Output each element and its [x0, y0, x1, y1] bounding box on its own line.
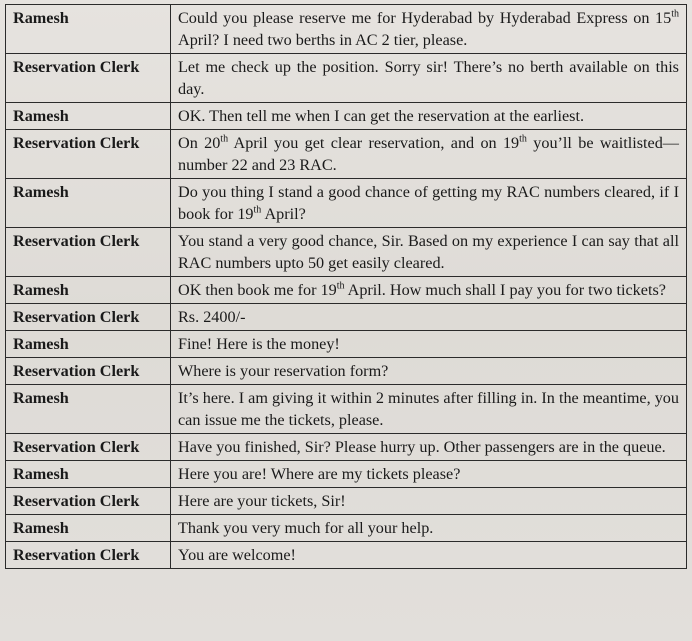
- speaker-cell: Ramesh: [6, 385, 171, 434]
- dialogue-line-cell: [171, 130, 687, 179]
- dialogue-row: [6, 515, 687, 542]
- speaker-cell: Ramesh: [6, 179, 171, 228]
- dialogue-row: [6, 304, 687, 331]
- dialogue-text: You stand a very good chance, Sir. Based on my experience I can say that all RAC numbers upto 50 get easily cleared.: [178, 232, 679, 272]
- dialogue-text: Could you please reserve me for Hyderabad by Hyderabad Express on 15: [178, 9, 672, 27]
- dialogue-line-cell: [171, 179, 687, 228]
- dialogue-text: Have you finished, Sir? Please hurry up. Other passengers are in the queue.: [178, 438, 666, 456]
- dialogue-line-cell: [171, 461, 687, 488]
- dialogue-text: Here you are! Where are my tickets please?: [178, 465, 461, 483]
- speaker-cell: Ramesh: [6, 461, 171, 488]
- dialogue-text: April? I need two berths in AC 2 tier, please.: [178, 31, 468, 49]
- dialogue-text: On 20: [178, 134, 221, 152]
- dialogue-text: Where is your reservation form?: [178, 362, 389, 380]
- dialogue-row: [6, 228, 687, 277]
- dialogue-line-cell: [171, 228, 687, 277]
- dialogue-text: April?: [261, 205, 306, 223]
- speaker-cell: Reservation Clerk: [6, 304, 171, 331]
- dialogue-text: April you get clear reservation, and on 19: [228, 134, 520, 152]
- dialogue-row: [6, 130, 687, 179]
- dialogue-row: [6, 542, 687, 569]
- dialogue-text: Rs. 2400/-: [178, 308, 246, 326]
- dialogue-line-cell: [171, 331, 687, 358]
- dialogue-line-cell: [171, 488, 687, 515]
- dialogue-row: [6, 331, 687, 358]
- dialogue-row: [6, 5, 687, 54]
- dialogue-table: [5, 4, 687, 569]
- speaker-cell: Ramesh: [6, 103, 171, 130]
- speaker-cell: Reservation Clerk: [6, 228, 171, 277]
- dialogue-line-cell: [171, 358, 687, 385]
- dialogue-text: You are welcome!: [178, 546, 296, 564]
- dialogue-line-cell: [171, 434, 687, 461]
- dialogue-line-cell: [171, 54, 687, 103]
- dialogue-text: Thank you very much for all your help.: [178, 519, 434, 537]
- speaker-cell: Ramesh: [6, 331, 171, 358]
- dialogue-text: Fine! Here is the money!: [178, 335, 340, 353]
- ordinal-suffix: th: [671, 8, 679, 20]
- dialogue-body: [6, 5, 687, 569]
- speaker-cell: Ramesh: [6, 277, 171, 304]
- speaker-cell: Reservation Clerk: [6, 130, 171, 179]
- dialogue-row: [6, 358, 687, 385]
- speaker-cell: Reservation Clerk: [6, 542, 171, 569]
- dialogue-line-cell: [171, 103, 687, 130]
- dialogue-text: OK then book me for 19: [178, 281, 337, 299]
- speaker-cell: Reservation Clerk: [6, 488, 171, 515]
- dialogue-text: It’s here. I am giving it within 2 minutes after filling in. In the meantime, you can issue me the tickets, please.: [178, 389, 679, 429]
- dialogue-row: [6, 385, 687, 434]
- speaker-cell: Ramesh: [6, 515, 171, 542]
- dialogue-row: [6, 103, 687, 130]
- dialogue-line-cell: [171, 304, 687, 331]
- speaker-cell: Reservation Clerk: [6, 54, 171, 103]
- dialogue-text: Here are your tickets, Sir!: [178, 492, 346, 510]
- dialogue-row: [6, 54, 687, 103]
- dialogue-text: OK. Then tell me when I can get the reservation at the earliest.: [178, 107, 585, 125]
- dialogue-row: [6, 488, 687, 515]
- ordinal-suffix: th: [519, 133, 527, 145]
- dialogue-row: [6, 277, 687, 304]
- dialogue-text: Let me check up the position. Sorry sir! There’s no berth available on this day.: [178, 58, 679, 98]
- dialogue-line-cell: [171, 277, 687, 304]
- dialogue-text: Do you thing I stand a good chance of getting my RAC numbers cleared, if I book for 19: [178, 183, 679, 223]
- dialogue-line-cell: [171, 5, 687, 54]
- ordinal-suffix: th: [336, 280, 345, 292]
- dialogue-line-cell: [171, 542, 687, 569]
- dialogue-line-cell: [171, 385, 687, 434]
- speaker-cell: Reservation Clerk: [6, 358, 171, 385]
- speaker-cell: Ramesh: [6, 5, 171, 54]
- speaker-cell: Reservation Clerk: [6, 434, 171, 461]
- ordinal-suffix: th: [253, 204, 262, 216]
- dialogue-text: April. How much shall I pay you for two tickets?: [344, 281, 666, 299]
- dialogue-line-cell: [171, 515, 687, 542]
- dialogue-row: [6, 179, 687, 228]
- dialogue-row: [6, 434, 687, 461]
- ordinal-suffix: th: [220, 133, 229, 145]
- dialogue-row: [6, 461, 687, 488]
- dialogue-text: you’ll be waitlisted—number 22 and 23 RAC.: [178, 134, 679, 174]
